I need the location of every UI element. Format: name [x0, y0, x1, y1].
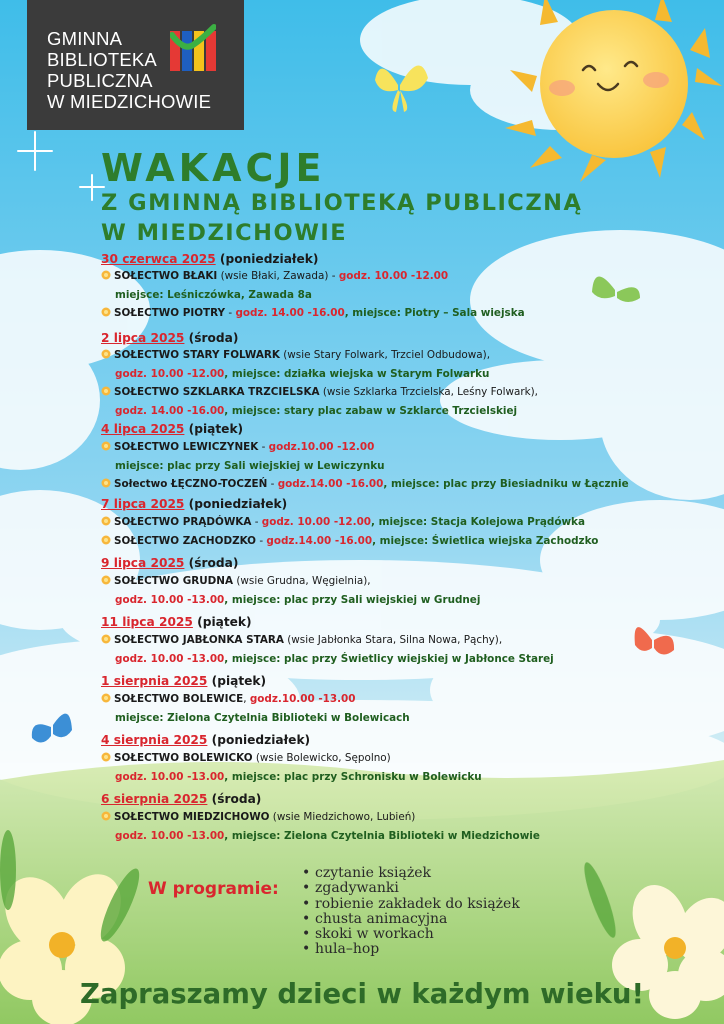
schedule-line [115, 289, 312, 301]
schedule-date [101, 497, 287, 511]
schedule-line [115, 712, 410, 724]
schedule-line [115, 771, 482, 783]
schedule-line [101, 270, 448, 282]
village-name: SOŁECTWO ZACHODZKO [114, 534, 257, 547]
village-name: SOŁECTWO BOLEWICE [114, 693, 244, 705]
place-text: , miejsce: Piotry – Sala wiejska [344, 307, 525, 319]
village-details: - [267, 478, 278, 490]
schedule-line [101, 634, 502, 646]
time-text: godz.14.00 -16.00 [266, 534, 373, 547]
schedule-line [101, 575, 371, 587]
program-item: • hula–hop [302, 942, 520, 957]
place-text: miejsce: plac przy Sali wiejskiej w Lewiczynku [115, 459, 385, 472]
sun-bullet-icon [101, 270, 111, 280]
sun-bullet-icon [101, 386, 111, 396]
time-text: godz. 14.00 -16.00 [235, 307, 345, 319]
logo-line-3: PUBLICZNA [47, 70, 153, 91]
village-details: (wsie Grudna, Węgielnia), [233, 575, 371, 587]
village-details: , [243, 693, 250, 705]
village-details: - [256, 534, 267, 547]
place-text: , miejsce: plac przy Biesiadniku w Łącznie [383, 478, 629, 490]
place-text: , miejsce: Świetlica wiejska Zachodzko [372, 534, 599, 547]
date-text: 7 lipca 2025 [101, 497, 185, 511]
day-of-week: (piątek) [207, 674, 267, 688]
village-name: SOŁECTWO STARY FOLWARK [114, 349, 280, 361]
day-of-week: (środa) [184, 556, 239, 570]
sun-icon [540, 10, 688, 158]
village-details: - [258, 441, 269, 453]
library-emblem-icon [170, 21, 216, 71]
schedule-line [101, 516, 585, 528]
schedule-line [101, 535, 598, 547]
invitation-footer: Zapraszamy dzieci w każdym wieku! [79, 978, 645, 1010]
schedule-line [115, 368, 489, 380]
sun-bullet-icon [101, 634, 111, 644]
time-text: godz. 10.00 -12.00 [338, 270, 449, 282]
place-text: , miejsce: stary plac zabaw w Szklarce Trzcielskiej [224, 404, 518, 417]
place-text: , miejsce: działka wiejska w Starym Folwarku [224, 367, 490, 380]
place-text: miejsce: Zielona Czytelnia Biblioteki w Bolewicach [115, 711, 410, 724]
village-name: SOŁECTWO PIOTRY [114, 307, 226, 319]
place-text: , miejsce: Zielona Czytelnia Biblioteki w Miedzichowie [224, 829, 540, 842]
day-of-week: (piątek) [184, 422, 244, 436]
program-list [302, 866, 520, 958]
village-name: SOŁECTWO PRĄDÓWKA [114, 516, 252, 528]
schedule-date [101, 615, 252, 629]
program-item: • chusta animacyjna [302, 912, 520, 927]
village-name: SOŁECTWO BOLEWICKO [114, 752, 253, 764]
day-of-week: (środa) [184, 331, 239, 345]
time-text: godz. 10.00 -12.00 [115, 367, 225, 380]
program-item: • robienie zakładek do książek [302, 897, 520, 912]
date-text: 11 lipca 2025 [101, 615, 193, 629]
schedule-date [101, 733, 310, 747]
village-name: SOŁECTWO MIEDZICHOWO [114, 811, 270, 823]
sun-bullet-icon [101, 693, 111, 703]
main-title: WAKACJE [101, 146, 326, 190]
day-of-week: (piątek) [192, 615, 252, 629]
schedule-line [115, 653, 554, 665]
logo-line-1: GMINNA [47, 28, 123, 49]
sun-bullet-icon [101, 441, 111, 451]
schedule-line [101, 307, 525, 319]
sun-bullet-icon [101, 752, 111, 762]
sun-bullet-icon [101, 478, 111, 488]
time-text: godz. 10.00 -12.00 [261, 516, 372, 528]
time-text: godz. 10.00 -13.00 [115, 829, 225, 842]
program-item: • czytanie książek [302, 866, 520, 881]
village-name: SOŁECTWO GRUDNA [114, 575, 234, 587]
program-item: • skoki w workach [302, 927, 520, 942]
village-name: SOŁECTWO LEWICZYNEK [114, 441, 259, 453]
sun-bullet-icon [101, 307, 111, 317]
schedule-line [115, 594, 480, 606]
logo-line-2: BIBLIOTEKA [47, 49, 157, 70]
day-of-week: (poniedziałek) [207, 733, 311, 747]
sun-bullet-icon [101, 349, 111, 359]
schedule-line [115, 460, 385, 472]
place-text: , miejsce: plac przy Świetlicy wiejskiej w Jabłonce Starej [224, 652, 554, 665]
schedule-date [101, 792, 261, 806]
date-text: 1 sierpnia 2025 [101, 674, 208, 688]
schedule-date [101, 422, 243, 436]
program-item: • zgadywanki [302, 881, 520, 896]
date-text: 9 lipca 2025 [101, 556, 185, 570]
village-details: - [225, 307, 236, 319]
subtitle-line-2: W MIEDZICHOWIE [101, 220, 348, 246]
library-logo [27, 0, 244, 130]
logo-line-4: W MIEDZICHOWIE [47, 91, 212, 112]
schedule-line [115, 405, 517, 417]
place-text: , miejsce: Stacja Kolejowa Prądówka [371, 516, 585, 528]
village-name: SOŁECTWO SZKLARKA TRZCIELSKA [114, 386, 320, 398]
place-text: miejsce: Leśniczówka, Zawada 8a [115, 288, 312, 301]
schedule-line [101, 693, 356, 705]
place-text: , miejsce: plac przy Sali wiejskiej w Grudnej [224, 593, 481, 606]
village-name: SOŁECTWO BŁAKI [114, 270, 218, 282]
program-label: W programie: [148, 879, 279, 899]
sun-bullet-icon [101, 535, 111, 545]
sun-bullet-icon [101, 575, 111, 585]
schedule-date [101, 331, 238, 345]
time-text: godz.14.00 -16.00 [277, 478, 384, 490]
village-name: SOŁECTWO JABŁONKA STARA [114, 634, 284, 646]
schedule-line [115, 830, 540, 842]
time-text: godz. 10.00 -13.00 [115, 770, 225, 783]
time-text: godz.10.00 -12.00 [268, 441, 375, 453]
village-details: (wsie Bolewicko, Sępolno) [252, 752, 391, 764]
subtitle-line-1: Z GMINNĄ BIBLIOTEKĄ PUBLICZNĄ [101, 190, 583, 216]
village-name: Sołectwo ŁĘCZNO-TOCZEŃ [114, 478, 268, 490]
date-text: 6 sierpnia 2025 [101, 792, 208, 806]
time-text: godz. 14.00 -16.00 [115, 404, 225, 417]
village-details: (wsie Szklarka Trzcielska, Leśny Folwark), [319, 386, 538, 398]
village-details: (wsie Jabłonka Stara, Silna Nowa, Pąchy), [283, 634, 503, 646]
village-details: - [251, 516, 262, 528]
time-text: godz. 10.00 -13.00 [115, 593, 225, 606]
schedule-line [101, 478, 629, 490]
sun-bullet-icon [101, 811, 111, 821]
date-text: 4 sierpnia 2025 [101, 733, 208, 747]
schedule-line [101, 386, 538, 398]
schedule-line [101, 811, 415, 823]
day-of-week: (środa) [207, 792, 262, 806]
date-text: 2 lipca 2025 [101, 331, 185, 345]
schedule-line [101, 752, 391, 764]
village-details: (wsie Stary Folwark, Trzciel Odbudowa), [279, 349, 491, 361]
date-text: 4 lipca 2025 [101, 422, 185, 436]
place-text: , miejsce: plac przy Schronisku w Bolewicku [224, 770, 482, 783]
day-of-week: (poniedziałek) [215, 252, 319, 266]
village-details: (wsie Miedzichowo, Lubień) [269, 811, 416, 823]
schedule-date [101, 556, 238, 570]
schedule-line [101, 349, 490, 361]
schedule-line [101, 441, 374, 453]
schedule-date [101, 674, 266, 688]
sun-bullet-icon [101, 516, 111, 526]
date-text: 30 czerwca 2025 [101, 252, 216, 266]
time-text: godz. 10.00 -13.00 [115, 652, 225, 665]
time-text: godz.10.00 -13.00 [249, 693, 356, 705]
village-details: (wsie Błaki, Zawada) - [217, 270, 339, 282]
day-of-week: (poniedziałek) [184, 497, 288, 511]
schedule-date [101, 252, 318, 266]
